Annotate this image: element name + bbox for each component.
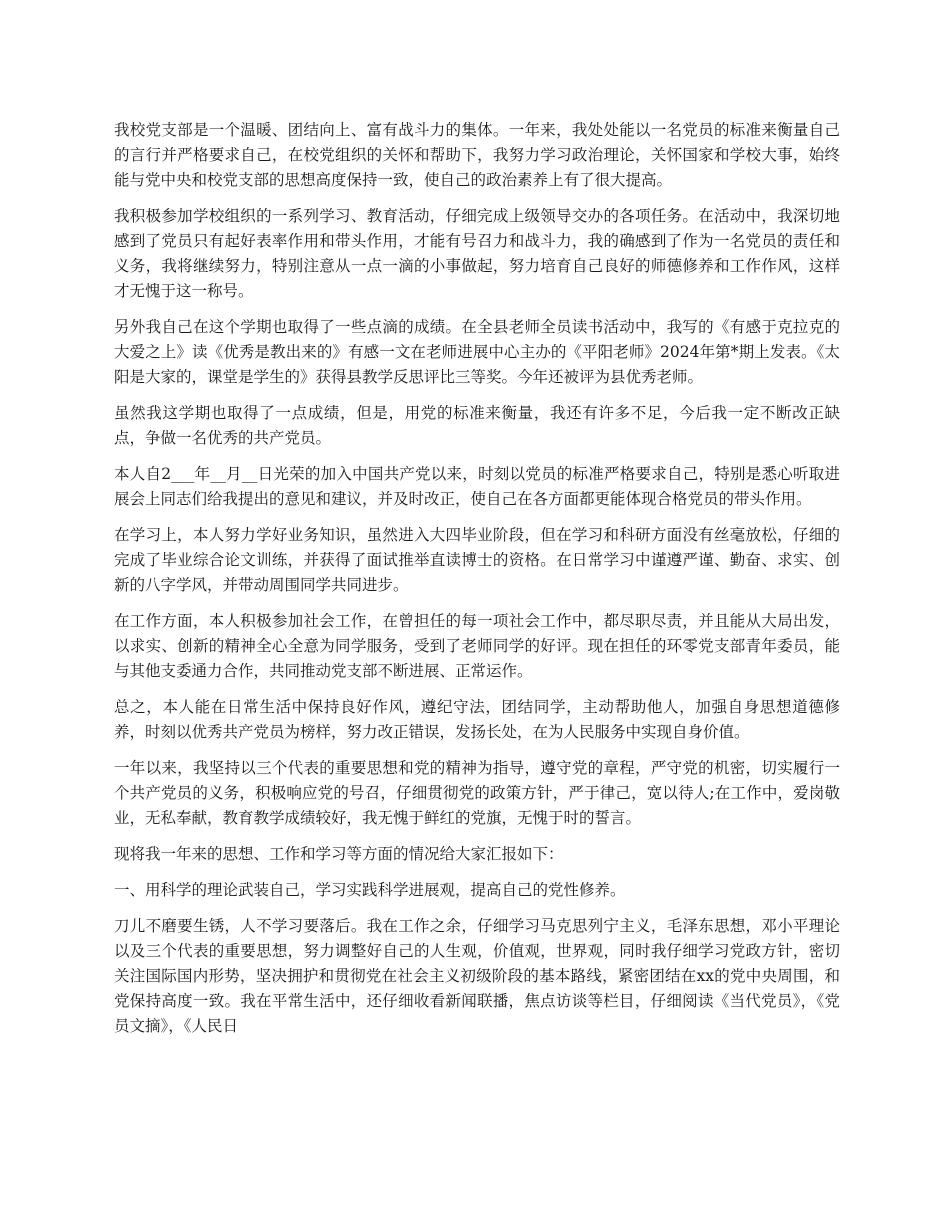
paragraph-10: 现将我一年来的思想、工作和学习等方面的情况给大家汇报如下：: [114, 845, 564, 863]
paragraph-1: 我校党支部是一个温暖、团结向上、富有战斗力的集体。一年来，我处处能以一名党员的标准来衡量自己的言行并严格要求自己，在校党组织的关怀和帮助下，我努力学习政治理论，关怀国家和学校大事，始终能与党中央和校党支部的思想高度保持一致，使自己的政治素养上有了很大提高。: [114, 121, 840, 189]
document-page: [114, 118, 840, 1050]
paragraph-6: 在学习上，本人努力学好业务知识，虽然进入大四毕业阶段，但在学习和科研方面没有丝毫放松，仔细的完成了毕业综合论文训练，并获得了面试推举直读博士的资格。在日常学习中谨遵严谨、勤奋、求实、创新的八字学风，并带动周围同学共同进步。: [114, 526, 840, 594]
paragraph-4: 虽然我这学期也取得了一点成绩，但是，用党的标准来衡量，我还有许多不足，今后我一定不断改正缺点，争做一名优秀的共产党员。: [114, 404, 840, 447]
paragraph-8: 总之，本人能在日常生活中保持良好作风，遵纪守法，团结同学，主动帮助他人，加强自身思想道德修养，时刻以优秀共产党员为榜样，努力改正错误，发扬长处，在为人民服务中实现自身价值。: [114, 698, 840, 741]
paragraph-5: 本人自2___年__月__日光荣的加入中国共产党以来，时刻以党员的标准严格要求自己，特别是悉心听取进展会上同志们给我提出的意见和建议，并及时改正，使自己在各方面都更能体现合格党员的带头作用。: [114, 465, 840, 508]
paragraph-12: 刀儿不磨要生锈，人不学习要落后。我在工作之余，仔细学习马克思列宁主义，毛泽东思想，邓小平理论以及三个代表的重要思想，努力调整好自己的人生观，价值观，世界观，同时我仔细学习党政方针，密切关注国际国内形势，坚决拥护和贯彻党在社会主义初级阶段的基本路线，紧密团结在xx的党中央周围，和党保持高度一致。我在平常生活中，还仔细收看新闻联播，焦点访谈等栏目，仔细阅读《当代党员》，《党员文摘》，《人民日: [114, 917, 840, 1035]
paragraph-7: 在工作方面，本人积极参加社会工作，在曾担任的每一项社会工作中，都尽职尽责，并且能从大局出发，以求实、创新的精神全心全意为同学服务，受到了老师同学的好评。现在担任的环零党支部青年委员，能与其他支委通力合作，共同推动党支部不断进展、正常运作。: [114, 612, 840, 680]
paragraph-9: 一年以来，我坚持以三个代表的重要思想和党的精神为指导，遵守党的章程，严守党的机密，切实履行一个共产党员的义务，积极响应党的号召，仔细贯彻党的政策方针，严于律己，宽以待人;在工作中，爱岗敬业，无私奉献，教育教学成绩较好，我无愧于鲜红的党旗，无愧于时的誓言。: [114, 759, 840, 827]
paragraph-2: 我积极参加学校组织的一系列学习、教育活动，仔细完成上级领导交办的各项任务。在活动中，我深切地感到了党员只有起好表率作用和带头作用，才能有号召力和战斗力，我的确感到了作为一名党员的责任和义务，我将继续努力，特别注意从一点一滴的小事做起，努力培育自己良好的师德修养和工作作风，这样才无愧于这一称号。: [114, 207, 840, 300]
paragraph-11: 一、用科学的理论武装自己，学习实践科学进展观，提高自己的党性修养。: [114, 881, 626, 899]
paragraph-3: 另外我自己在这个学期也取得了一些点滴的成绩。在全县老师全员读书活动中，我写的《有感于克拉克的大爱之上》读《优秀是教出来的》有感一文在老师进展中心主办的《平阳老师》2024年第*期上发表。《太阳是大家的，课堂是学生的》获得县教学反思评比三等奖。今年还被评为县优秀老师。: [114, 318, 840, 386]
